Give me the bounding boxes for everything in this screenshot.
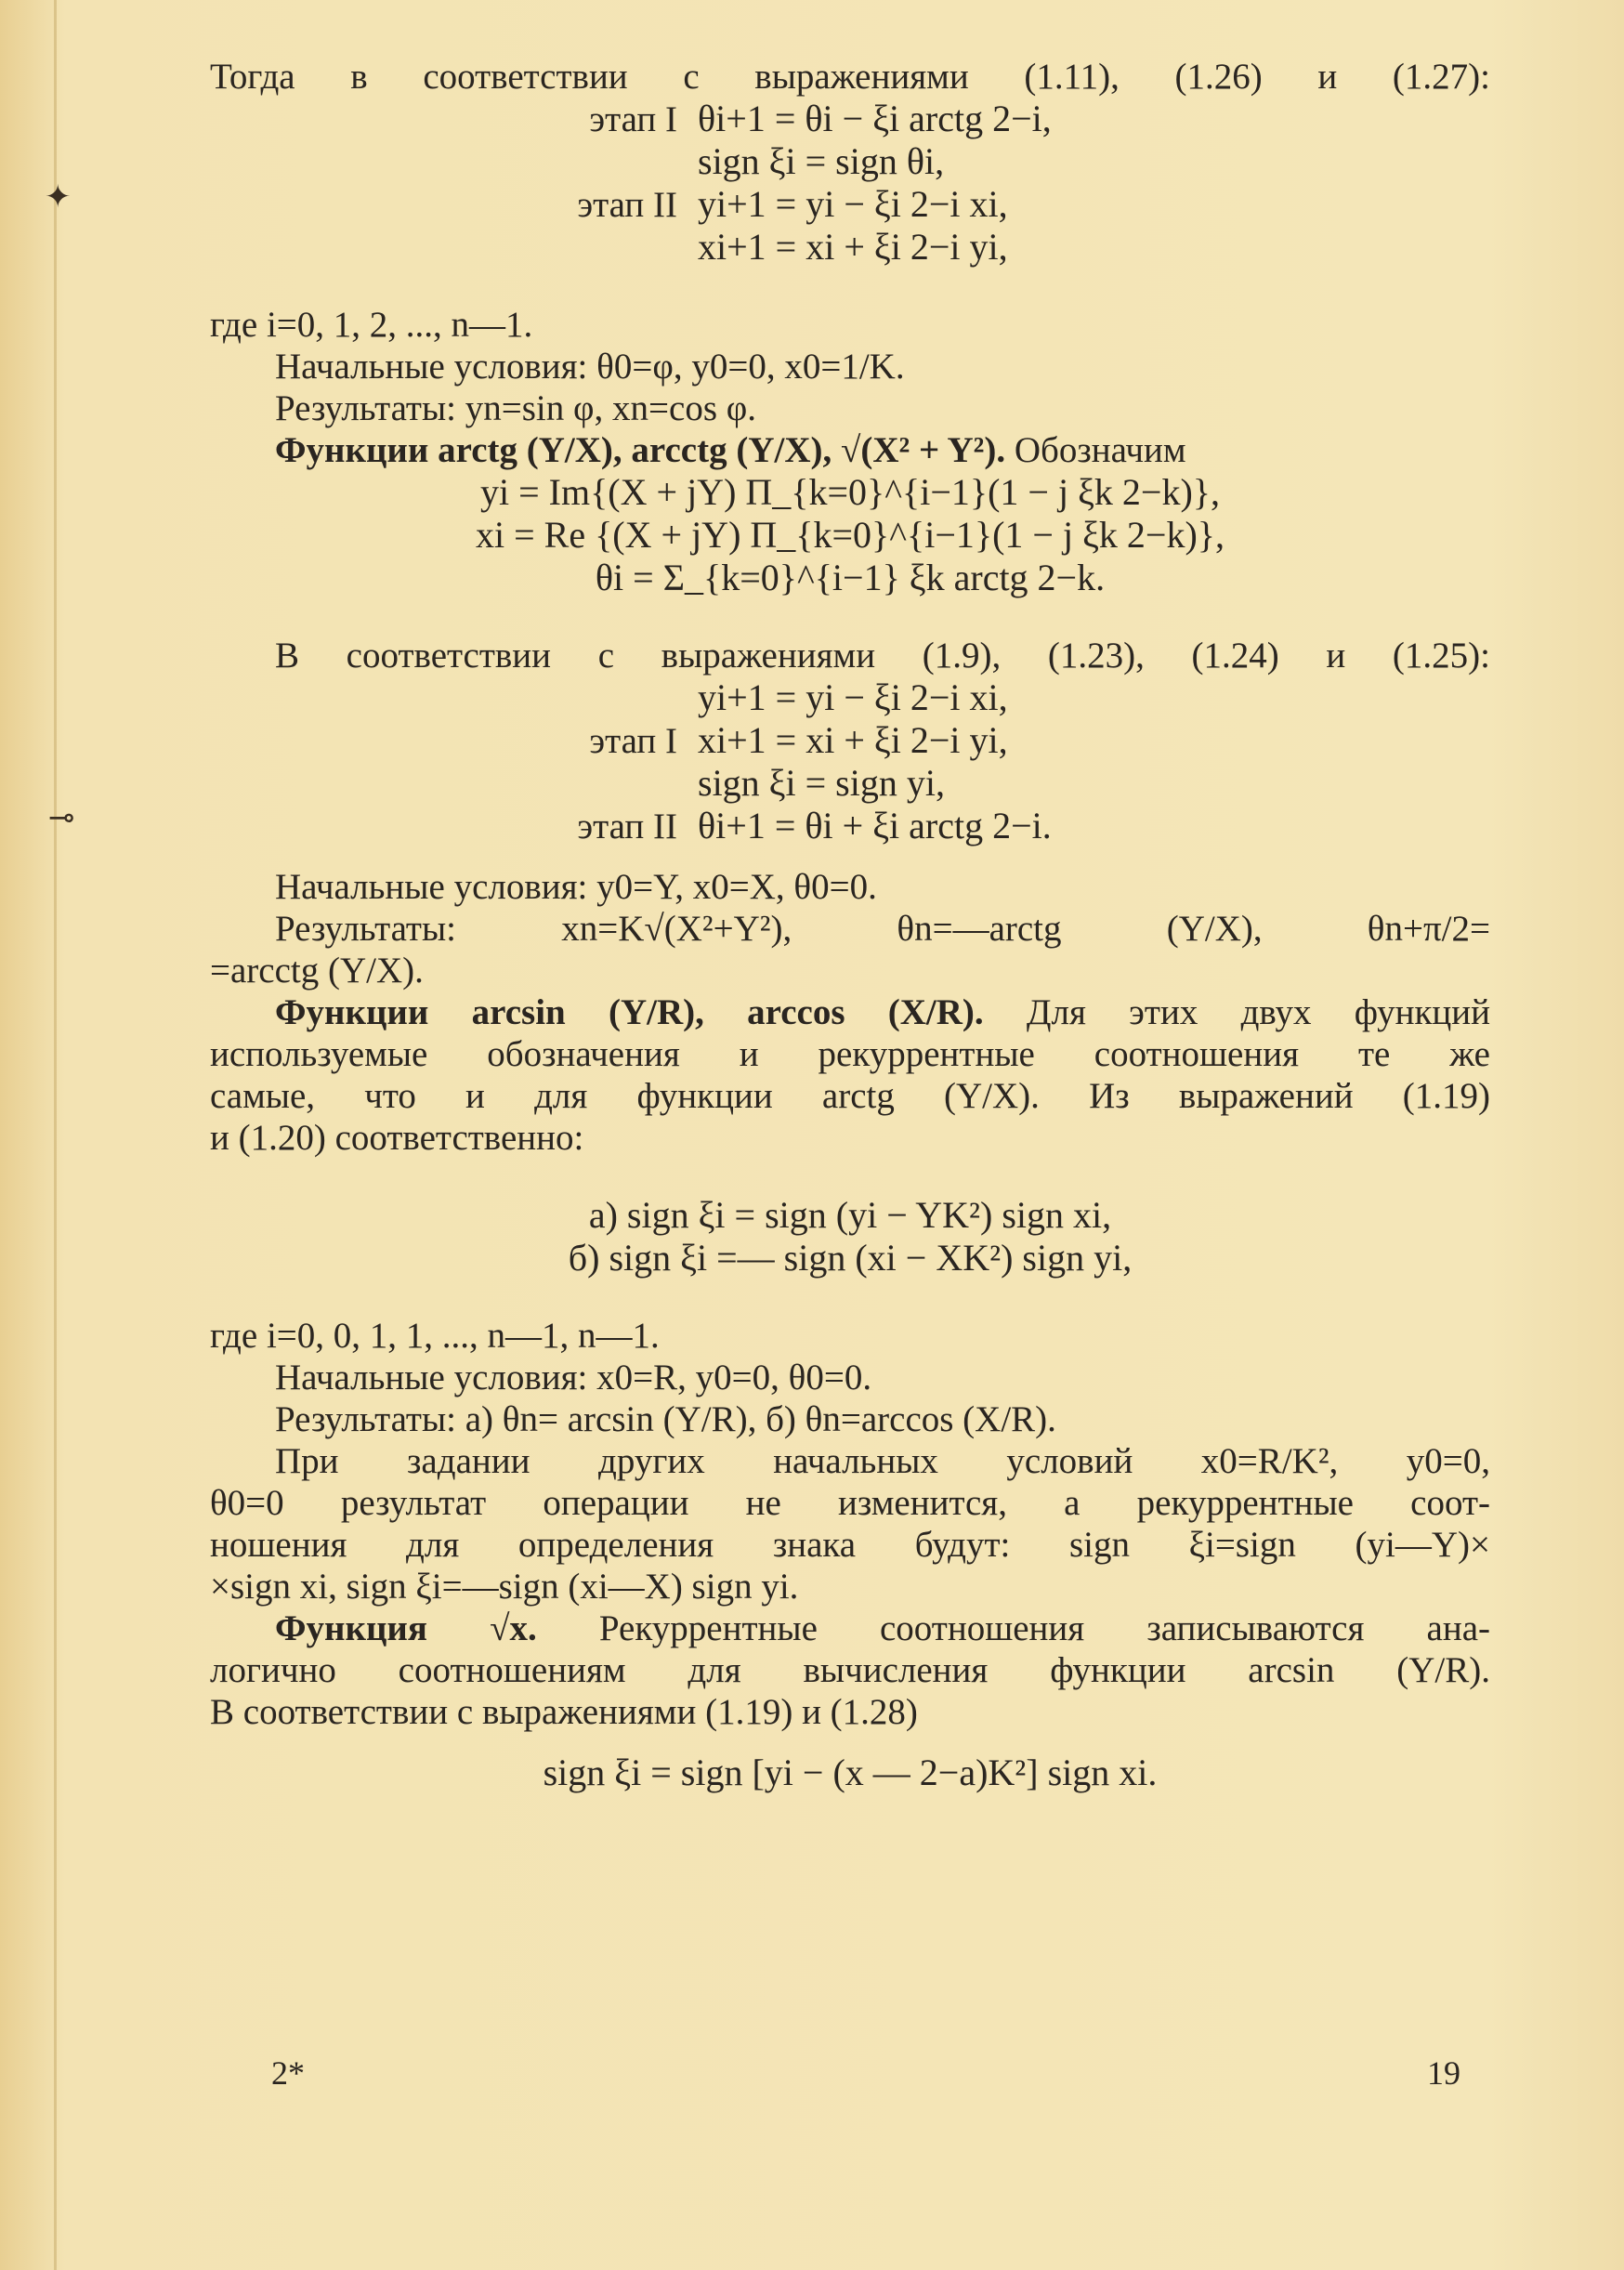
paragraph: Результаты: xn=K√(X²+Y²), θn=—arctg (Y/X), θn+π/2=: [275, 909, 1490, 949]
paragraph: где i=0, 0, 1, 1, ..., n—1, n—1.: [210, 1316, 660, 1356]
paragraph: При задании других начальных условий x0=R/K², y0=0,: [275, 1441, 1490, 1481]
paragraph: Начальные условия: θ0=φ, y0=0, x0=1/K.: [275, 347, 905, 387]
paragraph: θ0=0 результат операции не изменится, а рекуррентные соот-: [210, 1483, 1490, 1523]
paragraph: В соответствии с выражениями (1.19) и (1.28): [210, 1692, 918, 1732]
equation: xi = Re {(X + jY) Π_{k=0}^{i−1}(1 − j ξk 2−k)},: [476, 514, 1225, 556]
paragraph: [210, 429, 1490, 471]
equation: yi+1 = yi − ξi 2−i xi,: [698, 183, 1008, 225]
paragraph: [210, 991, 1490, 1033]
equation-row: [210, 183, 1490, 226]
paragraph: [210, 1607, 1490, 1649]
section-heading: Функции arctg (Y/X), arcctg (Y/X), √(X² + Y²).: [275, 430, 1006, 470]
equation-row: [210, 805, 1490, 847]
paragraph-text: Обозначим: [1005, 430, 1186, 470]
page-number: 19: [1427, 2054, 1460, 2092]
signature-mark: 2*: [271, 2054, 305, 2092]
equation-row: [210, 98, 1490, 140]
paragraph: используемые обозначения и рекуррентные соотношения те же: [210, 1034, 1490, 1074]
equation: θi = Σ_{k=0}^{i−1} ξk arctg 2−k.: [595, 557, 1106, 598]
ink-mark: ✦: [45, 180, 72, 215]
paragraph: ношения для определения знака будут: sign ξi=sign (yi—Y)×: [210, 1525, 1490, 1565]
paragraph-text: Рекуррентные соотношения записываются ана-: [536, 1608, 1490, 1648]
stage-label: этап II: [577, 807, 677, 846]
paragraph: В соответствии с выражениями (1.9), (1.23), (1.24) и (1.25):: [275, 636, 1490, 676]
paragraph: ×sign xi, sign ξi=—sign (xi—X) sign yi.: [210, 1567, 799, 1607]
binding-edge: [54, 0, 57, 2270]
equation-row: [210, 762, 1490, 805]
equation-row: [210, 719, 1490, 762]
equation-row: [210, 676, 1490, 719]
paragraph: где i=0, 1, 2, ..., n—1.: [210, 305, 533, 345]
page-footer: [271, 2053, 1460, 2093]
section-heading: Функции arcsin (Y/R), arccos (X/R).: [275, 992, 984, 1032]
paragraph: Результаты: а) θn= arcsin (Y/R), б) θn=arccos (X/R).: [275, 1399, 1056, 1439]
equation: а) sign ξi = sign (yi − YK²) sign xi,: [588, 1194, 1112, 1236]
paragraph: логично соотношениям для вычисления функции arcsin (Y/R).: [210, 1650, 1490, 1690]
equation-row: [210, 226, 1490, 269]
paragraph: Результаты: yn=sin φ, xn=cos φ.: [275, 388, 757, 428]
paragraph: самые, что и для функции arctg (Y/X). Из выражений (1.19): [210, 1076, 1490, 1116]
stage-label: этап I: [589, 99, 677, 139]
equation: sign ξi = sign θi,: [698, 140, 945, 182]
equation: yi = Im{(X + jY) Π_{k=0}^{i−1}(1 − j ξk 2−k)},: [480, 471, 1220, 513]
equation: θi+1 = θi − ξi arctg 2−i,: [698, 98, 1052, 139]
paragraph: и (1.20) соответственно:: [210, 1118, 584, 1158]
paragraph-text: Для этих двух функций: [983, 992, 1490, 1032]
page-content: [210, 56, 1490, 1794]
paragraph: Тогда в соответствии с выражениями (1.11), (1.26) и (1.27):: [210, 57, 1490, 97]
equation: xi+1 = xi + ξi 2−i yi,: [698, 719, 1008, 761]
paragraph: Начальные условия: x0=R, y0=0, θ0=0.: [275, 1358, 872, 1397]
equation: xi+1 = xi + ξi 2−i yi,: [698, 226, 1008, 268]
ink-mark: ⊸: [48, 801, 75, 835]
equation: sign ξi = sign yi,: [698, 762, 945, 804]
section-heading: Функция √x.: [275, 1608, 537, 1648]
equation: θi+1 = θi + ξi arctg 2−i.: [698, 805, 1052, 846]
stage-label: этап II: [577, 185, 677, 225]
equation: sign ξi = sign [yi − (x — 2−a)K²] sign xi.: [543, 1752, 1158, 1793]
equation-row: [210, 140, 1490, 183]
paragraph: =arcctg (Y/X).: [210, 951, 424, 991]
equation: yi+1 = yi − ξi 2−i xi,: [698, 676, 1008, 718]
equation: б) sign ξi =— sign (xi − XK²) sign yi,: [568, 1237, 1133, 1279]
stage-label: этап I: [589, 721, 677, 761]
paragraph: Начальные условия: y0=Y, x0=X, θ0=0.: [275, 867, 877, 907]
